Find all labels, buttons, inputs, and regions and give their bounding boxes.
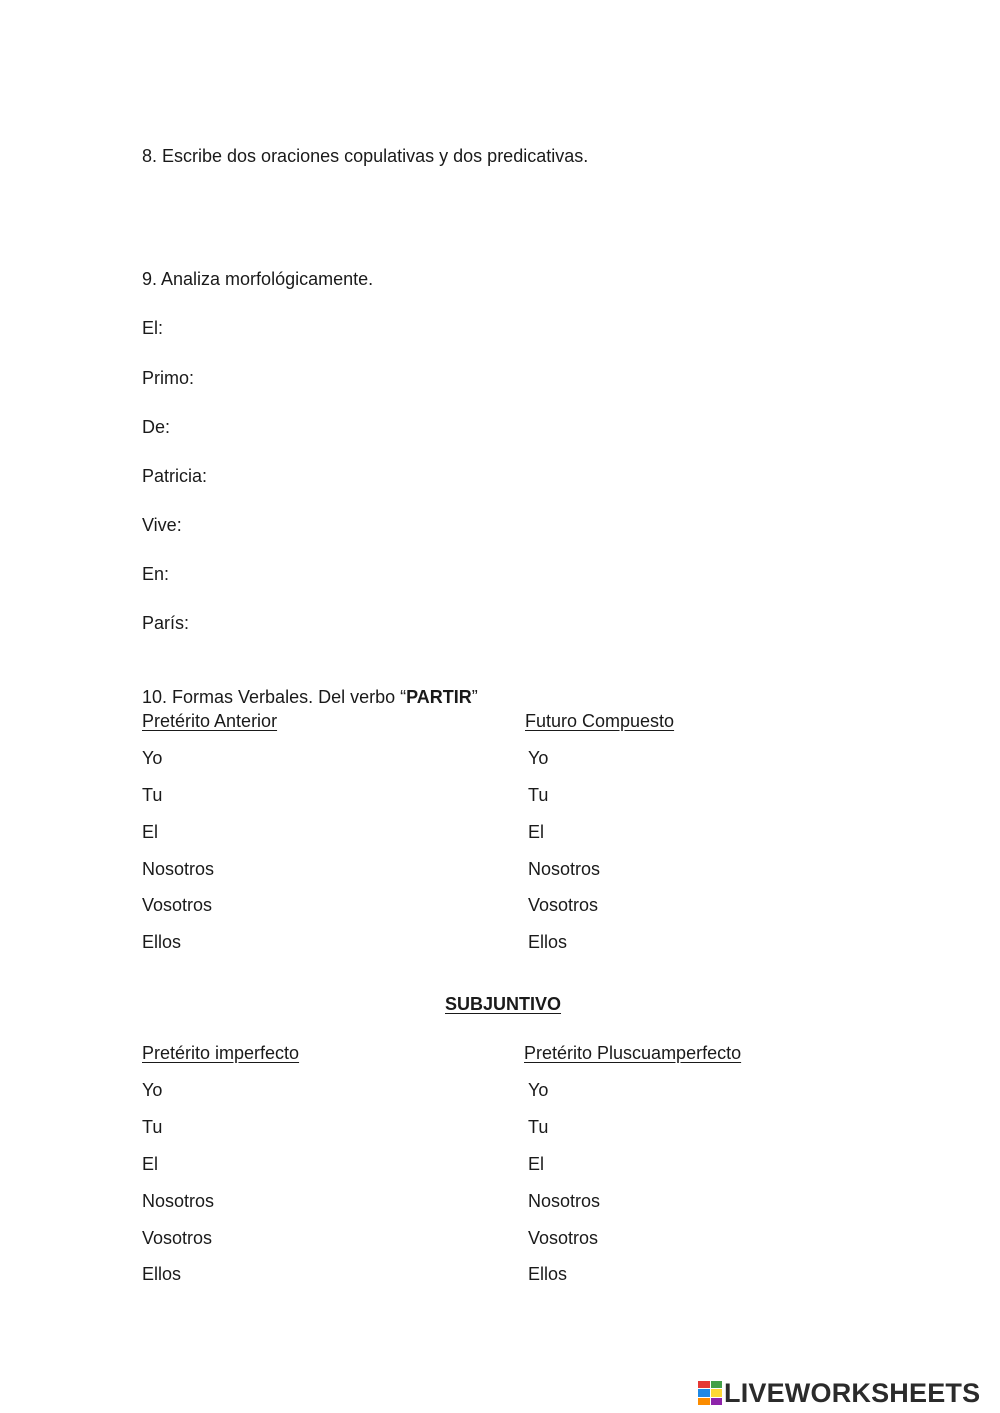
preterito-anterior-title: Pretérito Anterior [142,711,278,731]
pronoun-right: Yo [528,1080,549,1100]
pronoun-left: Ellos [142,1264,182,1284]
pronoun-left: Yo [142,748,163,768]
pronoun-left: Vosotros [142,895,213,915]
pronoun-right: El [528,822,545,842]
question-9: 9. Analiza morfológicamente. [142,269,374,289]
liveworksheets-text: LIVEWORKSHEETS [724,1377,981,1408]
word-label: De: [142,417,171,437]
pronoun-right: Ellos [528,932,568,952]
pronoun-left: Ellos [142,932,182,952]
question-8: 8. Escribe dos oraciones copulativas y dos predicativas. [142,146,589,166]
logo-block [711,1389,723,1396]
logo-block [698,1381,710,1388]
logo-block [711,1398,723,1405]
futuro-compuesto-title: Futuro Compuesto [525,711,675,731]
logo-block [698,1389,710,1396]
pronoun-right: Ellos [528,1264,568,1284]
pronoun-right: Tu [528,785,549,805]
pronoun-right: Vosotros [528,895,599,915]
preterito-imperfecto-title: Pretérito imperfecto [142,1043,300,1063]
word-label: El: [142,318,164,338]
pronoun-right: El [528,1154,545,1174]
preterito-pluscuamperfecto-title: Pretérito Pluscuamperfecto [524,1043,742,1063]
pronoun-left: Nosotros [142,1191,215,1211]
question-10-suffix: ” [471,687,478,707]
pronoun-right: Tu [528,1117,549,1137]
word-label: En: [142,564,170,584]
question-10 [142,686,478,708]
pronoun-right: Vosotros [528,1228,599,1248]
word-label: París: [142,613,190,633]
pronoun-left: Tu [142,1117,163,1137]
pronoun-left: Tu [142,785,163,805]
word-label: Vive: [142,515,182,535]
pronoun-left: Nosotros [142,859,215,879]
liveworksheets-logo-icon [698,1381,722,1405]
pronoun-left: El [142,1154,159,1174]
verb-partir: PARTIR [406,687,472,707]
pronoun-right: Nosotros [528,1191,601,1211]
logo-block [698,1398,710,1405]
pronoun-right: Yo [528,748,549,768]
logo-block [711,1381,723,1388]
question-10-prefix: 10. Formas Verbales. Del verbo “ [142,687,407,707]
word-label: Patricia: [142,466,208,486]
word-label: Primo: [142,368,195,388]
pronoun-left: Yo [142,1080,163,1100]
pronoun-left: Vosotros [142,1228,213,1248]
liveworksheets-watermark [698,1378,980,1408]
pronoun-right: Nosotros [528,859,601,879]
pronoun-left: El [142,822,159,842]
subjuntivo-heading: SUBJUNTIVO [445,994,562,1014]
